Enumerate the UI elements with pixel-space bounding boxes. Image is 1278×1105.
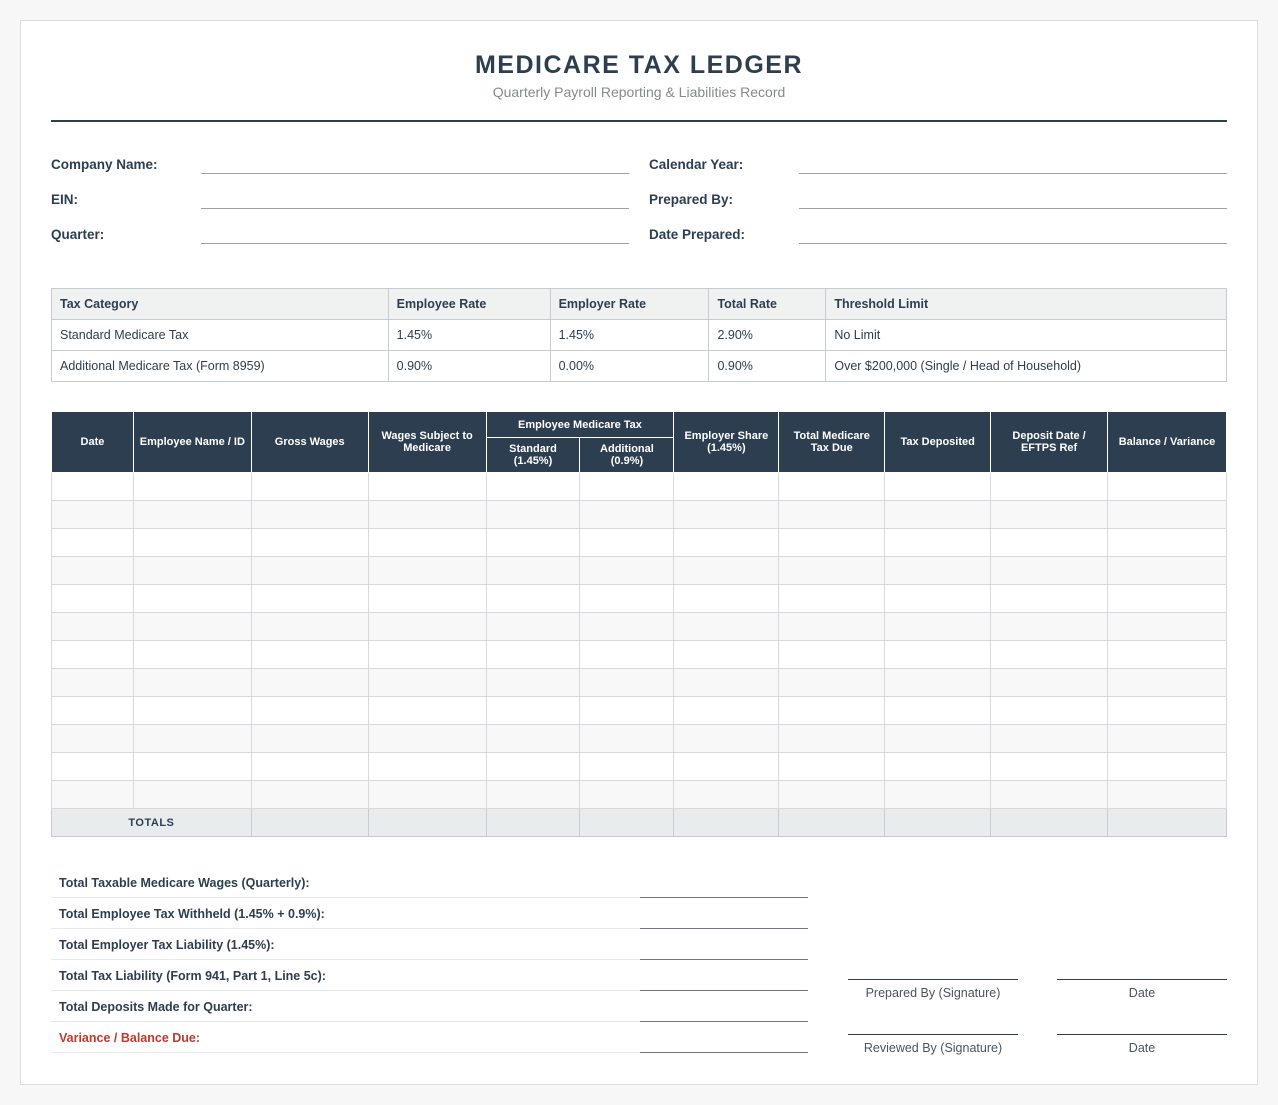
ledger-cell[interactable]	[991, 725, 1108, 753]
rates-cell: 0.90%	[709, 351, 826, 382]
reviewed-by-signature-line[interactable]	[848, 1034, 1018, 1035]
ledger-cell[interactable]	[368, 697, 486, 725]
tax-rates-table	[51, 288, 1227, 382]
table-row	[52, 669, 1227, 697]
prepared-by-signature-label: Prepared By (Signature)	[865, 986, 1001, 1000]
ledger-cell[interactable]	[1108, 753, 1227, 781]
ledger-cell[interactable]	[580, 557, 674, 585]
company-name-label: Company Name:	[51, 157, 158, 172]
company-name-input-line[interactable]	[201, 173, 629, 174]
ledger-cell[interactable]	[368, 557, 486, 585]
page-title: MEDICARE TAX LEDGER	[474, 51, 804, 79]
rates-header-cell: Employee Rate	[388, 289, 550, 320]
ledger-cell[interactable]	[1108, 697, 1227, 725]
reviewed-by-signature	[848, 1034, 1018, 1055]
rates-header-row	[52, 289, 1227, 320]
variance-value-line[interactable]	[640, 1052, 808, 1053]
ledger-cell[interactable]	[885, 501, 991, 529]
prepared-by-field	[649, 192, 1227, 218]
ledger-cell[interactable]	[486, 697, 580, 725]
ledger-cell[interactable]	[991, 585, 1108, 613]
rates-cell: 0.00%	[550, 351, 709, 382]
ledger-cell[interactable]	[52, 501, 134, 529]
ledger-cell[interactable]	[251, 501, 368, 529]
ledger-cell[interactable]	[368, 781, 486, 809]
ledger-cell[interactable]	[991, 529, 1108, 557]
ledger-cell[interactable]	[1108, 781, 1227, 809]
prepared-date-label: Date	[1128, 986, 1156, 1000]
col-header-deposit-date: Deposit Date / EFTPS Ref	[991, 412, 1108, 473]
rates-cell: 1.45%	[550, 320, 709, 351]
ledger-cell[interactable]	[674, 529, 779, 557]
company-name-field	[51, 157, 629, 183]
totals-cell[interactable]	[486, 809, 580, 837]
ledger-cell[interactable]	[779, 725, 885, 753]
ledger-cell[interactable]	[991, 557, 1108, 585]
ledger-cell[interactable]	[251, 585, 368, 613]
table-row	[52, 697, 1227, 725]
ledger-cell[interactable]	[580, 529, 674, 557]
prepared-by-signature	[848, 979, 1018, 1000]
ledger-cell[interactable]	[133, 585, 251, 613]
quarter-label: Quarter:	[51, 227, 105, 242]
ledger-cell[interactable]	[991, 669, 1108, 697]
ledger-cell[interactable]	[133, 697, 251, 725]
summary-row	[51, 898, 808, 929]
ledger-cell[interactable]	[674, 669, 779, 697]
summary-label: Total Deposits Made for Quarter:	[59, 1000, 253, 1014]
ledger-cell[interactable]	[368, 669, 486, 697]
ledger-cell[interactable]	[779, 641, 885, 669]
ledger-table	[51, 411, 1227, 837]
totals-cell[interactable]	[885, 809, 991, 837]
ein-field	[51, 192, 629, 218]
ledger-cell[interactable]	[779, 557, 885, 585]
ledger-cell[interactable]	[133, 557, 251, 585]
table-row	[52, 473, 1227, 501]
col-header-total-due: Total Medicare Tax Due	[779, 412, 885, 473]
ledger-cell[interactable]	[885, 753, 991, 781]
ledger-cell[interactable]	[885, 669, 991, 697]
ledger-cell[interactable]	[368, 473, 486, 501]
ledger-header-row	[52, 412, 1227, 438]
ledger-cell[interactable]	[779, 501, 885, 529]
ledger-cell[interactable]	[674, 697, 779, 725]
ledger-cell[interactable]	[1108, 669, 1227, 697]
ledger-cell[interactable]	[52, 753, 134, 781]
rates-cell: 2.90%	[709, 320, 826, 351]
quarter-field	[51, 227, 629, 253]
ledger-cell[interactable]	[885, 613, 991, 641]
ledger-cell[interactable]	[251, 669, 368, 697]
ledger-cell[interactable]	[674, 725, 779, 753]
ledger-cell[interactable]	[885, 725, 991, 753]
ledger-cell[interactable]	[1108, 557, 1227, 585]
rates-header-cell: Total Rate	[709, 289, 826, 320]
ledger-cell[interactable]	[580, 697, 674, 725]
totals-cell[interactable]	[368, 809, 486, 837]
ledger-body	[52, 473, 1227, 837]
ledger-cell[interactable]	[52, 529, 134, 557]
date-prepared-field	[649, 227, 1227, 253]
ledger-cell[interactable]	[779, 669, 885, 697]
rates-cell: No Limit	[826, 320, 1227, 351]
calendar-year-input-line[interactable]	[799, 173, 1227, 174]
totals-cell[interactable]	[1108, 809, 1227, 837]
ledger-cell[interactable]	[251, 473, 368, 501]
ledger-cell[interactable]	[991, 697, 1108, 725]
ledger-cell[interactable]	[674, 781, 779, 809]
ledger-cell[interactable]	[52, 725, 134, 753]
ledger-cell[interactable]	[52, 585, 134, 613]
ledger-cell[interactable]	[486, 501, 580, 529]
ledger-cell[interactable]	[674, 585, 779, 613]
totals-cell[interactable]	[580, 809, 674, 837]
ledger-cell[interactable]	[1108, 473, 1227, 501]
rates-header-cell: Employer Rate	[550, 289, 709, 320]
ledger-cell[interactable]	[368, 529, 486, 557]
date-prepared-label: Date Prepared:	[649, 227, 746, 242]
ledger-cell[interactable]	[779, 697, 885, 725]
prepared-by-input-line[interactable]	[799, 208, 1227, 209]
ledger-cell[interactable]	[885, 781, 991, 809]
rates-cell: Over $200,000 (Single / Head of Household)	[826, 351, 1227, 382]
table-row	[52, 529, 1227, 557]
ledger-cell[interactable]	[779, 781, 885, 809]
ledger-cell[interactable]	[580, 781, 674, 809]
table-row	[52, 725, 1227, 753]
ledger-cell[interactable]	[52, 641, 134, 669]
col-header-wages-subject: Wages Subject to Medicare	[368, 412, 486, 473]
page-subtitle: Quarterly Payroll Reporting & Liabilities Record	[492, 84, 786, 100]
ledger-cell[interactable]	[580, 473, 674, 501]
summary-label: Total Tax Liability (Form 941, Part 1, Line 5c):	[59, 969, 326, 983]
rates-cell: 0.90%	[388, 351, 550, 382]
summary-label: Total Taxable Medicare Wages (Quarterly):	[59, 876, 310, 890]
col-header-tax-deposited: Tax Deposited	[885, 412, 991, 473]
summary-row	[51, 867, 808, 898]
ledger-cell[interactable]	[779, 529, 885, 557]
col-header-date: Date	[52, 412, 134, 473]
ledger-cell[interactable]	[991, 753, 1108, 781]
table-row	[52, 753, 1227, 781]
ledger-cell[interactable]	[674, 613, 779, 641]
prepared-date-signature	[1057, 979, 1227, 1000]
ein-input-line[interactable]	[201, 208, 629, 209]
ledger-cell[interactable]	[779, 585, 885, 613]
col-header-additional: Additional (0.9%)	[580, 438, 674, 473]
rates-cell: 1.45%	[388, 320, 550, 351]
ledger-cell[interactable]	[251, 697, 368, 725]
ledger-cell[interactable]	[580, 669, 674, 697]
col-header-employer-share: Employer Share (1.45%)	[674, 412, 779, 473]
ledger-cell[interactable]	[251, 557, 368, 585]
col-header-balance: Balance / Variance	[1108, 412, 1227, 473]
ledger-cell[interactable]	[779, 473, 885, 501]
prepared-date-line[interactable]	[1057, 979, 1227, 980]
ledger-cell[interactable]	[1108, 641, 1227, 669]
ledger-cell[interactable]	[133, 529, 251, 557]
ledger-cell[interactable]	[486, 753, 580, 781]
ledger-cell[interactable]	[991, 501, 1108, 529]
ledger-cell[interactable]	[486, 585, 580, 613]
ledger-cell[interactable]	[885, 557, 991, 585]
ledger-cell[interactable]	[368, 585, 486, 613]
variance-label: Variance / Balance Due:	[59, 1031, 201, 1045]
ledger-cell[interactable]	[991, 473, 1108, 501]
summary-row	[51, 929, 808, 960]
ledger-cell[interactable]	[674, 641, 779, 669]
table-row	[52, 781, 1227, 809]
summary-label: Total Employer Tax Liability (1.45%):	[59, 938, 275, 952]
ledger-cell[interactable]	[486, 641, 580, 669]
ledger-cell[interactable]	[133, 473, 251, 501]
ledger-cell[interactable]	[991, 641, 1108, 669]
ledger-cell[interactable]	[580, 753, 674, 781]
table-row	[52, 501, 1227, 529]
ledger-cell[interactable]	[674, 501, 779, 529]
ledger-cell[interactable]	[486, 669, 580, 697]
reviewed-date-line[interactable]	[1057, 1034, 1227, 1035]
ledger-cell[interactable]	[486, 725, 580, 753]
calendar-year-label: Calendar Year:	[649, 157, 744, 172]
ledger-cell[interactable]	[368, 725, 486, 753]
totals-cell[interactable]	[779, 809, 885, 837]
ledger-cell[interactable]	[251, 753, 368, 781]
ledger-cell[interactable]	[52, 697, 134, 725]
rates-row	[52, 320, 1227, 351]
ledger-cell[interactable]	[991, 613, 1108, 641]
ledger-cell[interactable]	[133, 501, 251, 529]
ledger-cell[interactable]	[885, 529, 991, 557]
ledger-cell[interactable]	[486, 529, 580, 557]
ledger-cell[interactable]	[52, 613, 134, 641]
ledger-cell[interactable]	[580, 725, 674, 753]
ledger-cell[interactable]	[133, 781, 251, 809]
ledger-cell[interactable]	[251, 529, 368, 557]
summary-row	[51, 991, 808, 1022]
calendar-year-field	[649, 157, 1227, 183]
reviewed-by-signature-label: Reviewed By (Signature)	[863, 1041, 1003, 1055]
rates-row	[52, 351, 1227, 382]
ledger-cell[interactable]	[486, 781, 580, 809]
ledger-cell[interactable]	[486, 613, 580, 641]
ledger-cell[interactable]	[368, 753, 486, 781]
ledger-cell[interactable]	[885, 473, 991, 501]
totals-cell[interactable]	[674, 809, 779, 837]
ledger-cell[interactable]	[486, 557, 580, 585]
table-row	[52, 557, 1227, 585]
totals-row	[52, 809, 1227, 837]
ledger-cell[interactable]	[368, 641, 486, 669]
summary-row	[51, 960, 808, 991]
ledger-cell[interactable]	[580, 585, 674, 613]
rates-cell: Standard Medicare Tax	[52, 320, 389, 351]
table-row	[52, 613, 1227, 641]
ledger-cell[interactable]	[674, 557, 779, 585]
ledger-cell[interactable]	[885, 641, 991, 669]
ledger-cell[interactable]	[580, 641, 674, 669]
table-row	[52, 641, 1227, 669]
ledger-cell[interactable]	[251, 781, 368, 809]
ledger-cell[interactable]	[885, 697, 991, 725]
header-divider	[51, 120, 1227, 122]
ledger-cell[interactable]	[486, 473, 580, 501]
ledger-cell[interactable]	[885, 585, 991, 613]
prepared-by-label: Prepared By:	[649, 192, 734, 207]
totals-label: TOTALS	[52, 809, 252, 837]
ledger-cell[interactable]	[52, 669, 134, 697]
ledger-cell[interactable]	[368, 613, 486, 641]
table-row	[52, 585, 1227, 613]
totals-cell[interactable]	[251, 809, 368, 837]
ledger-cell[interactable]	[133, 641, 251, 669]
ledger-cell[interactable]	[52, 557, 134, 585]
ledger-cell[interactable]	[1108, 725, 1227, 753]
ledger-cell[interactable]	[133, 753, 251, 781]
ledger-cell[interactable]	[251, 725, 368, 753]
col-header-gross-wages: Gross Wages	[251, 412, 368, 473]
summary-section	[51, 867, 808, 1053]
ledger-cell[interactable]	[674, 473, 779, 501]
reviewed-date-signature	[1057, 1034, 1227, 1055]
ein-label: EIN:	[51, 192, 78, 207]
col-header-standard: Standard (1.45%)	[486, 438, 580, 473]
ledger-sheet	[20, 20, 1258, 1085]
ledger-cell[interactable]	[779, 613, 885, 641]
rates-header-cell: Threshold Limit	[826, 289, 1227, 320]
ledger-cell[interactable]	[251, 641, 368, 669]
variance-row	[51, 1022, 808, 1053]
rates-header-cell: Tax Category	[52, 289, 389, 320]
ledger-cell[interactable]	[991, 781, 1108, 809]
ledger-cell[interactable]	[674, 753, 779, 781]
ledger-cell[interactable]	[52, 781, 134, 809]
col-header-employee-tax-group: Employee Medicare Tax	[486, 412, 674, 438]
quarter-input-line[interactable]	[201, 243, 629, 244]
summary-label: Total Employee Tax Withheld (1.45% + 0.9%):	[59, 907, 325, 921]
col-header-employee: Employee Name / ID	[133, 412, 251, 473]
ledger-cell[interactable]	[133, 613, 251, 641]
ledger-cell[interactable]	[580, 501, 674, 529]
reviewed-date-label: Date	[1128, 1041, 1156, 1055]
ledger-cell[interactable]	[52, 473, 134, 501]
ledger-cell[interactable]	[1108, 501, 1227, 529]
ledger-cell[interactable]	[368, 501, 486, 529]
ledger-cell[interactable]	[251, 613, 368, 641]
ledger-cell[interactable]	[1108, 529, 1227, 557]
ledger-cell[interactable]	[779, 753, 885, 781]
ledger-cell[interactable]	[580, 613, 674, 641]
ledger-cell[interactable]	[1108, 613, 1227, 641]
ledger-cell[interactable]	[1108, 585, 1227, 613]
ledger-cell[interactable]	[133, 725, 251, 753]
ledger-cell[interactable]	[133, 669, 251, 697]
prepared-by-signature-line[interactable]	[848, 979, 1018, 980]
rates-cell: Additional Medicare Tax (Form 8959)	[52, 351, 389, 382]
totals-cell[interactable]	[991, 809, 1108, 837]
date-prepared-input-line[interactable]	[799, 243, 1227, 244]
